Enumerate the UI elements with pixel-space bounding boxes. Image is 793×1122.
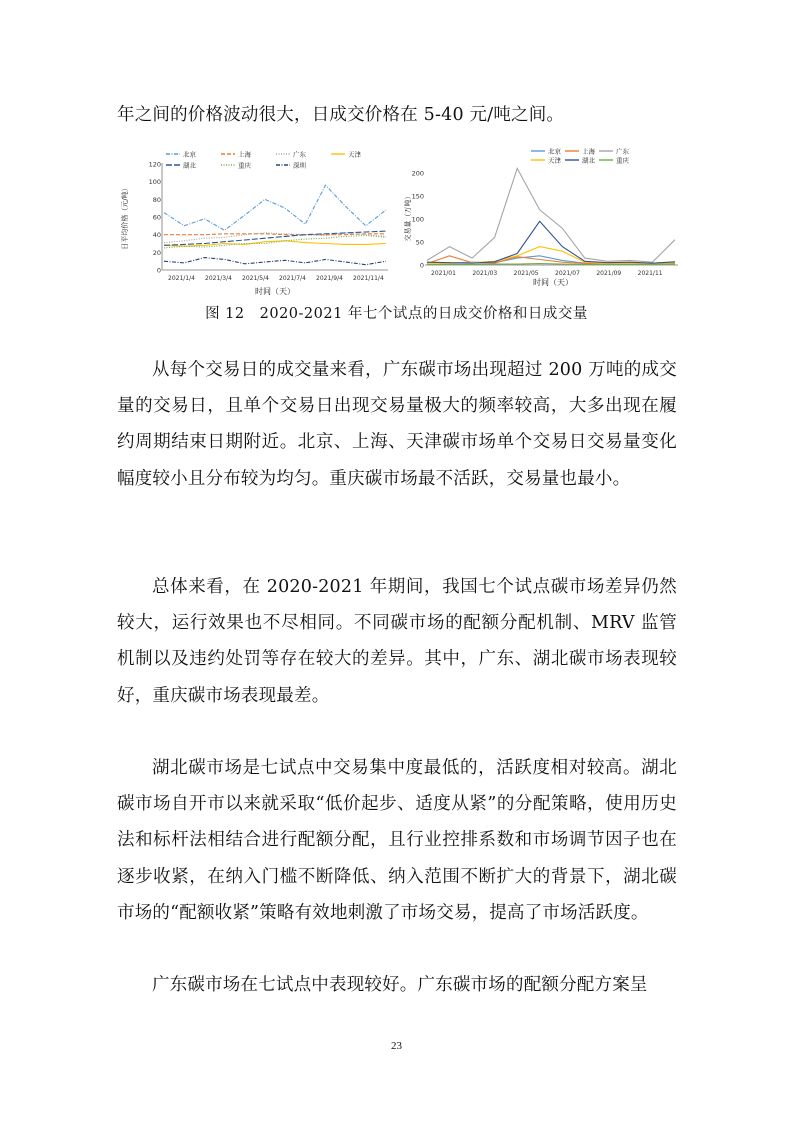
volume-y-tick-label: 150 xyxy=(411,192,424,201)
price-legend-label: 广东 xyxy=(293,150,306,159)
volume-x-axis-label: 时间（天） xyxy=(533,278,573,287)
volume-x-tick-label: 2021/09 xyxy=(596,270,622,277)
volume-x-tick-label: 2021/11 xyxy=(637,270,663,277)
price-y-tick-label: 100 xyxy=(148,178,161,187)
price-y-tick-label: 60 xyxy=(152,213,161,222)
price-series-line xyxy=(164,185,386,230)
price-legend-label: 湖北 xyxy=(183,161,196,170)
price-legend-label: 深圳 xyxy=(293,161,306,170)
paragraph-volume: 从每个交易日的成交量来看，广东碳市场出现超过 200 万吨的成交量的交易日，且单个交易日出现交易量极大的频率较高，大多出现在履约周期结束日期附近。北京、上海、天津碳市场单个交易日交易量变化幅度较小且分布较为均匀。重庆碳市场最不活跃，交易量也最小。 xyxy=(117,360,677,489)
price-x-tick-label: 2021/3/4 xyxy=(205,275,232,282)
paragraph-intro: 年之间的价格波动很大，日成交价格在 5-40 元/吨之间。 xyxy=(117,105,565,125)
price-chart xyxy=(118,145,396,300)
price-y-tick-label: 0 xyxy=(156,266,161,275)
price-legend-label: 天津 xyxy=(348,150,361,159)
volume-y-tick-label: 100 xyxy=(411,215,424,224)
price-y-tick-label: 80 xyxy=(152,195,161,204)
volume-y-tick-label: 0 xyxy=(419,261,424,270)
price-legend-label: 上海 xyxy=(238,150,251,159)
volume-series-line xyxy=(427,168,675,262)
paragraph-hubei: 湖北碳市场是七试点中交易集中度最低的，活跃度相对较高。湖北碳市场自开市以来就采取“低价起步、适度从紧”的分配策略，使用历史法和标杆法相结合进行配额分配，且行业控排系数和市场调节因子也在逐步收紧，在纳入门槛不断降低、纳入范围不断扩大的背景下，湖北碳市场的“配额收紧”策略有效地刺激了市场交易，提高了市场活跃度。 xyxy=(117,758,677,923)
price-x-axis-label: 时间（天） xyxy=(255,287,295,296)
volume-x-tick-label: 2021/05 xyxy=(513,270,539,277)
page-number: 23 xyxy=(391,1040,402,1052)
price-x-tick-label: 2021/9/4 xyxy=(316,275,343,282)
paragraph-overall: 总体来看，在 2020-2021 年期间，我国七个试点碳市场差异仍然较大，运行效果也不尽相同。不同碳市场的配额分配机制、MRV 监管机制以及违约处罚等存在较大的差异。其中，广东、湖北碳市场表现较好，重庆碳市场表现最差。 xyxy=(117,577,677,706)
price-legend-label: 重庆 xyxy=(238,161,251,170)
price-x-tick-label: 2021/7/4 xyxy=(279,275,306,282)
volume-legend-label: 重庆 xyxy=(616,156,629,165)
paragraph-guangdong: 广东碳市场在七试点中表现较好。广东碳市场的配额分配方案呈 xyxy=(152,975,648,995)
price-x-tick-label: 2021/11/4 xyxy=(353,275,384,282)
volume-legend-label: 湖北 xyxy=(582,156,595,165)
price-series-line xyxy=(164,234,386,235)
volume-series-line xyxy=(427,221,675,263)
price-series-line xyxy=(164,231,386,245)
price-series-line xyxy=(164,258,386,265)
volume-x-tick-label: 2021/03 xyxy=(472,270,498,277)
price-legend-label: 北京 xyxy=(183,150,196,159)
price-x-tick-label: 2021/5/4 xyxy=(242,275,269,282)
price-y-tick-label: 20 xyxy=(152,248,161,257)
price-x-tick-label: 2021/1/4 xyxy=(168,275,195,282)
volume-legend-label: 天津 xyxy=(548,156,561,165)
volume-y-axis-label: 交易量（万吨） xyxy=(404,192,412,242)
volume-y-tick-label: 200 xyxy=(411,169,424,178)
figure-caption: 图 12 2020-2021 年七个试点的日成交价格和日成交量 xyxy=(205,306,588,322)
volume-legend-label: 北京 xyxy=(548,147,561,156)
volume-legend-label: 广东 xyxy=(616,147,629,156)
volume-legend-label: 上海 xyxy=(582,147,595,156)
price-y-tick-label: 40 xyxy=(152,231,161,240)
volume-y-tick-label: 50 xyxy=(415,238,424,247)
price-y-axis-label: 日平均价格（元/吨） xyxy=(121,184,129,250)
volume-chart xyxy=(403,145,685,300)
volume-x-tick-label: 2021/01 xyxy=(431,270,456,277)
price-y-tick-label: 120 xyxy=(148,160,161,169)
volume-x-tick-label: 2021/07 xyxy=(555,270,580,277)
price-axes xyxy=(162,163,388,270)
